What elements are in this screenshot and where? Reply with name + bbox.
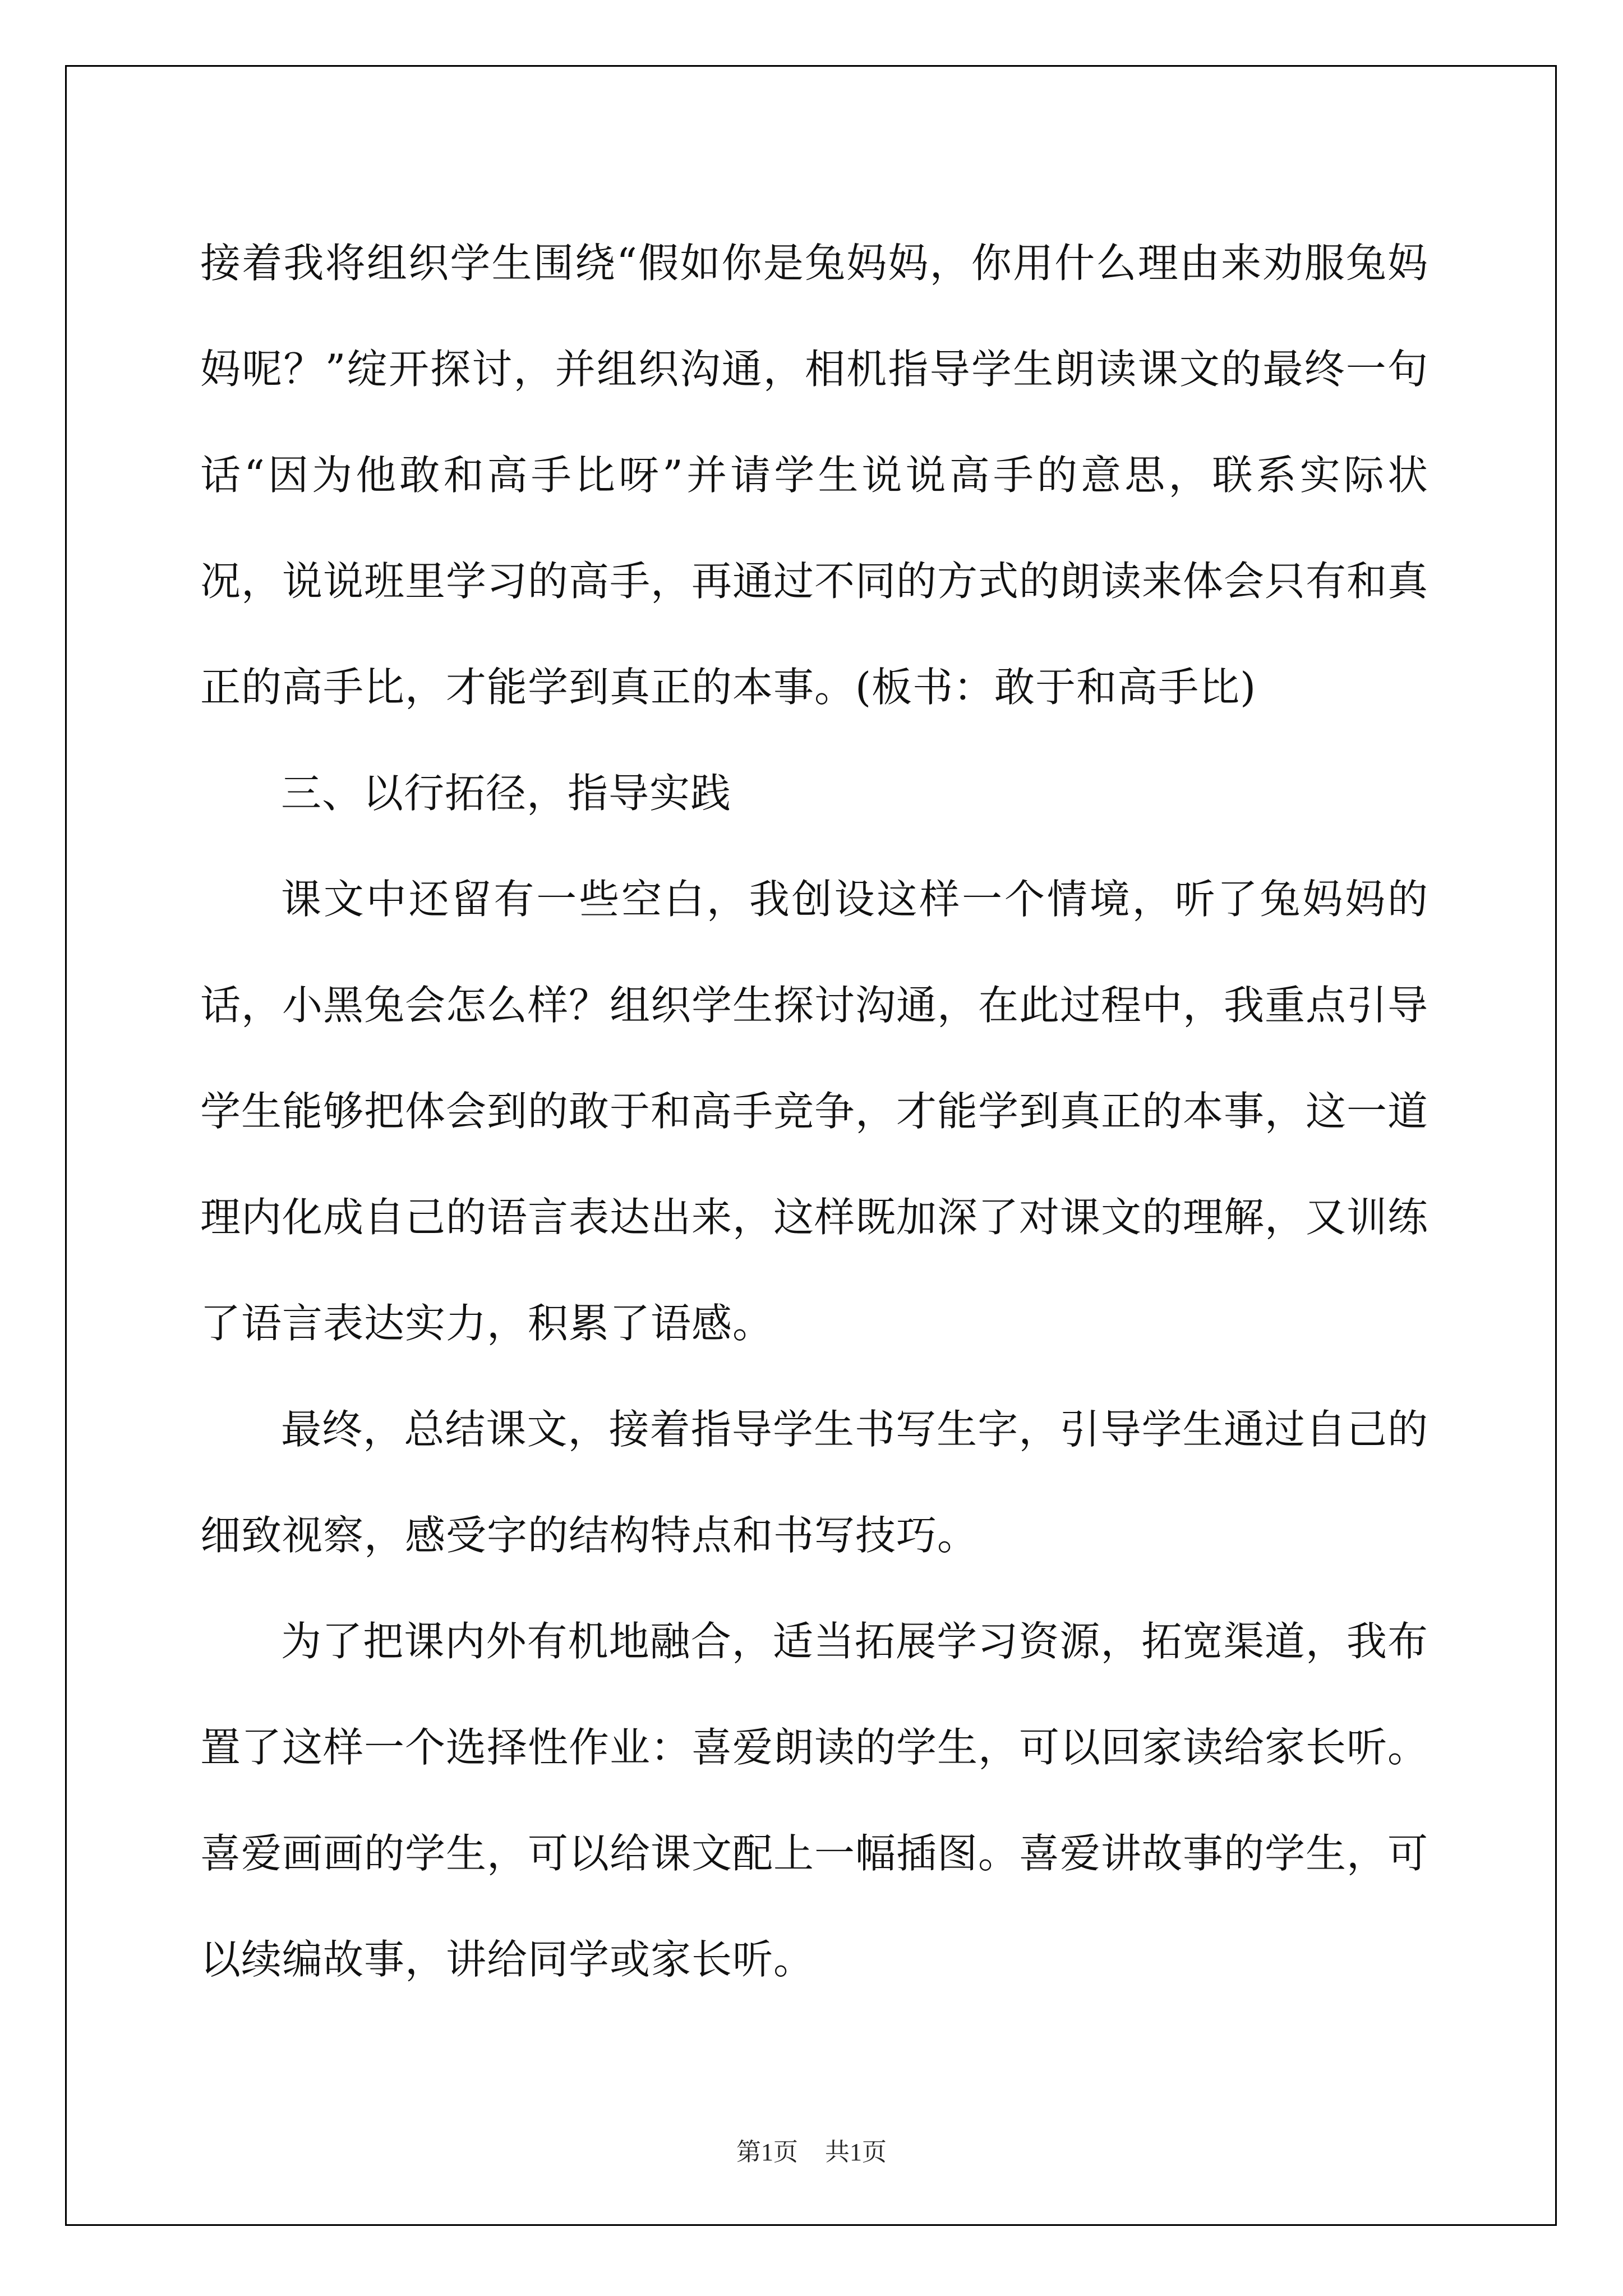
paragraph-1: 接着我将组织学生围绕“假如你是兔妈妈，你用什么理由来劝服兔妈妈呢？”绽开探讨，并组织沟通，相机指导学生朗读课文的最终一句话“因为他敢和高手比呀”并请学生说说高手的意思，联系实际状况，说说班里学习的高手，再通过不同的方式的朗读来体会只有和真正的高手比，才能学到真正的本事。(板书：敢于和高手比): [200, 240, 1429, 711]
page-number: 第1页: [736, 2138, 798, 2166]
paragraph-3: 最终，总结课文，接着指导学生书写生字，引导学生通过自己的细致视察，感受字的结构特点和书写技巧。: [200, 1406, 1428, 1559]
page-footer: [0, 2132, 1623, 2168]
document-body: [200, 210, 1428, 2013]
section-heading: 三、以行拓径，指导实践: [281, 770, 732, 817]
paragraph-4: 为了把课内外有机地融合，适当拓展学习资源，拓宽渠道，我布置了这样一个选择性作业：喜爱朗读的学生，可以回家读给家长听。喜爱画画的学生，可以给课文配上一幅插图。喜爱讲故事的学生，可以续编故事，讲给同学或家长听。: [200, 1618, 1429, 1983]
paragraph-2: 课文中还留有一些空白，我创设这样一个情境，听了兔妈妈的话，小黑兔会怎么样？组织学生探讨沟通，在此过程中，我重点引导学生能够把体会到的敢于和高手竞争，才能学到真正的本事，这一道理内化成自己的语言表达出来，这样既加深了对课文的理解，又训练了语言表达实力，积累了语感。: [200, 876, 1429, 1347]
page-total: 共1页: [825, 2138, 887, 2166]
